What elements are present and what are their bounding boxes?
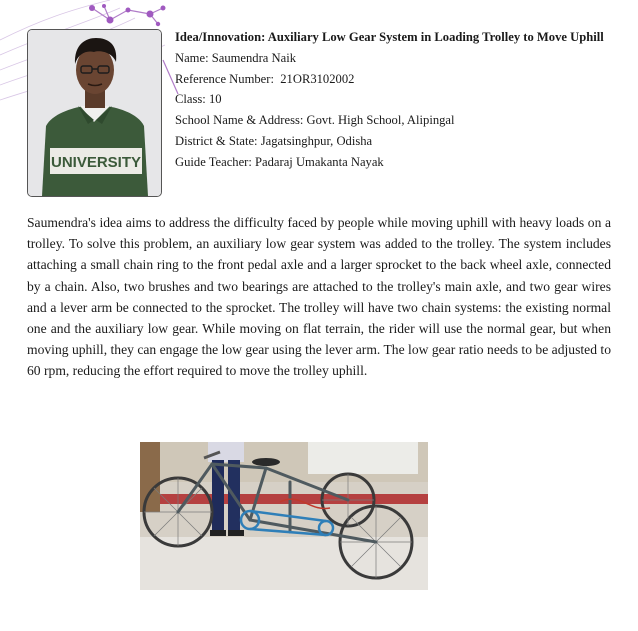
trolley-photo (140, 442, 428, 590)
guide-row (175, 152, 605, 173)
school-label: School Name & Address: (175, 113, 304, 128)
school-value: Govt. High School, Alipingal (306, 113, 455, 128)
district-value: Jagatsinghpur, Odisha (260, 133, 373, 148)
name-label: Name: (175, 50, 209, 65)
class-label: Class: (175, 92, 206, 107)
guide-label: Guide Teacher: (175, 154, 252, 169)
reference-label: Reference Number: (175, 71, 274, 86)
district-row (175, 131, 605, 152)
idea-title (175, 27, 605, 48)
guide-value: Padaraj Umakanta Nayak (255, 154, 384, 169)
shirt-print-text: UNIVERSITY (50, 154, 142, 171)
district-label: District & State: (175, 133, 258, 148)
student-photo (27, 29, 162, 197)
idea-title-label: Idea/Innovation: (175, 30, 266, 44)
idea-title-text: Auxiliary Low Gear System in Loading Trolley to Move Uphill (267, 30, 604, 44)
idea-description: Saumendra's idea aims to address the difficulty faced by people while moving uphill with heavy loads on a trolley. To solve this problem, an auxiliary low gear system was added to the trolley. The system includes attaching a small chain ring to the front pedal axle and a larger sprocket to the back wheel axle, connected by a chain. Also, two brushes and two bearings are attached to the trolley's main axle, and two gear wires and a lever arm be connected to the sprocket. The trolley will have two chain systems: the existing normal one and the auxiliary low gear. While moving on flat terrain, the rider will use the normal gear, but when moving uphill, they can engage the low gear using the lever arm. The low gear ratio needs to be adjusted to 60 rpm, reducing the effort required to move the trolley uphill. (27, 215, 611, 379)
school-row (175, 110, 605, 131)
class-value: 10 (208, 92, 222, 107)
name-value: Saumendra Naik (211, 50, 297, 65)
profile-info (175, 27, 605, 173)
class-row (175, 89, 605, 110)
name-row (175, 48, 605, 69)
reference-row (175, 69, 605, 90)
reference-value: 21OR3102002 (280, 71, 355, 86)
